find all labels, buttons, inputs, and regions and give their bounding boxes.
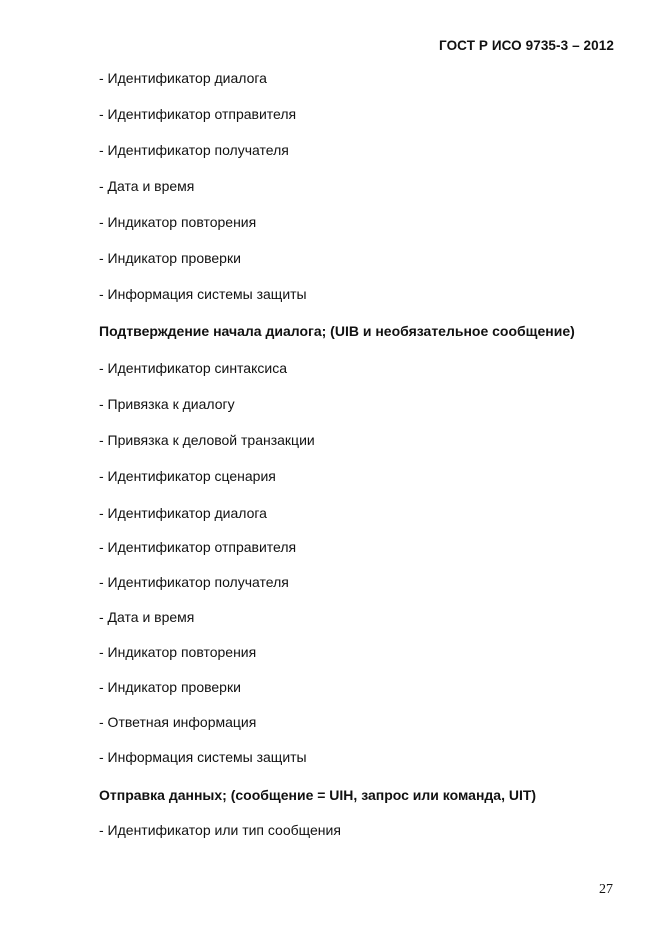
page-number: 27 — [599, 882, 613, 897]
list-item: - Индикатор проверки — [99, 679, 241, 695]
list-item: - Дата и время — [99, 609, 195, 625]
list-item: - Идентификатор диалога — [99, 70, 267, 86]
list-item: - Идентификатор или тип сообщения — [99, 822, 341, 838]
list-item: - Индикатор проверки — [99, 250, 241, 266]
list-item: - Идентификатор отправителя — [99, 539, 297, 555]
list-item: - Привязка к диалогу — [99, 396, 235, 412]
list-item: - Индикатор повторения — [99, 214, 257, 230]
list-item: - Идентификатор сценария — [99, 468, 276, 484]
section-heading: Отправка данных; (сообщение = UIH, запрос или команда, UIT) — [99, 787, 537, 803]
list-item: - Идентификатор синтаксиса — [99, 360, 287, 376]
document-header: ГОСТ Р ИСО 9735-3 – 2012 — [439, 38, 614, 53]
list-item: - Индикатор повторения — [99, 644, 257, 660]
list-item: - Идентификатор получателя — [99, 142, 289, 158]
list-item: - Дата и время — [99, 178, 195, 194]
list-item: - Идентификатор получателя — [99, 574, 289, 590]
list-item: - Информация системы защиты — [99, 286, 307, 302]
list-item: - Информация системы защиты — [99, 749, 307, 765]
list-item: - Привязка к деловой транзакции — [99, 432, 315, 448]
list-item: - Идентификатор диалога — [99, 505, 267, 521]
section-heading: Подтверждение начала диалога; (UIB и необязательное сообщение) — [99, 323, 575, 339]
list-item: - Идентификатор отправителя — [99, 106, 297, 122]
list-item: - Ответная информация — [99, 714, 257, 730]
